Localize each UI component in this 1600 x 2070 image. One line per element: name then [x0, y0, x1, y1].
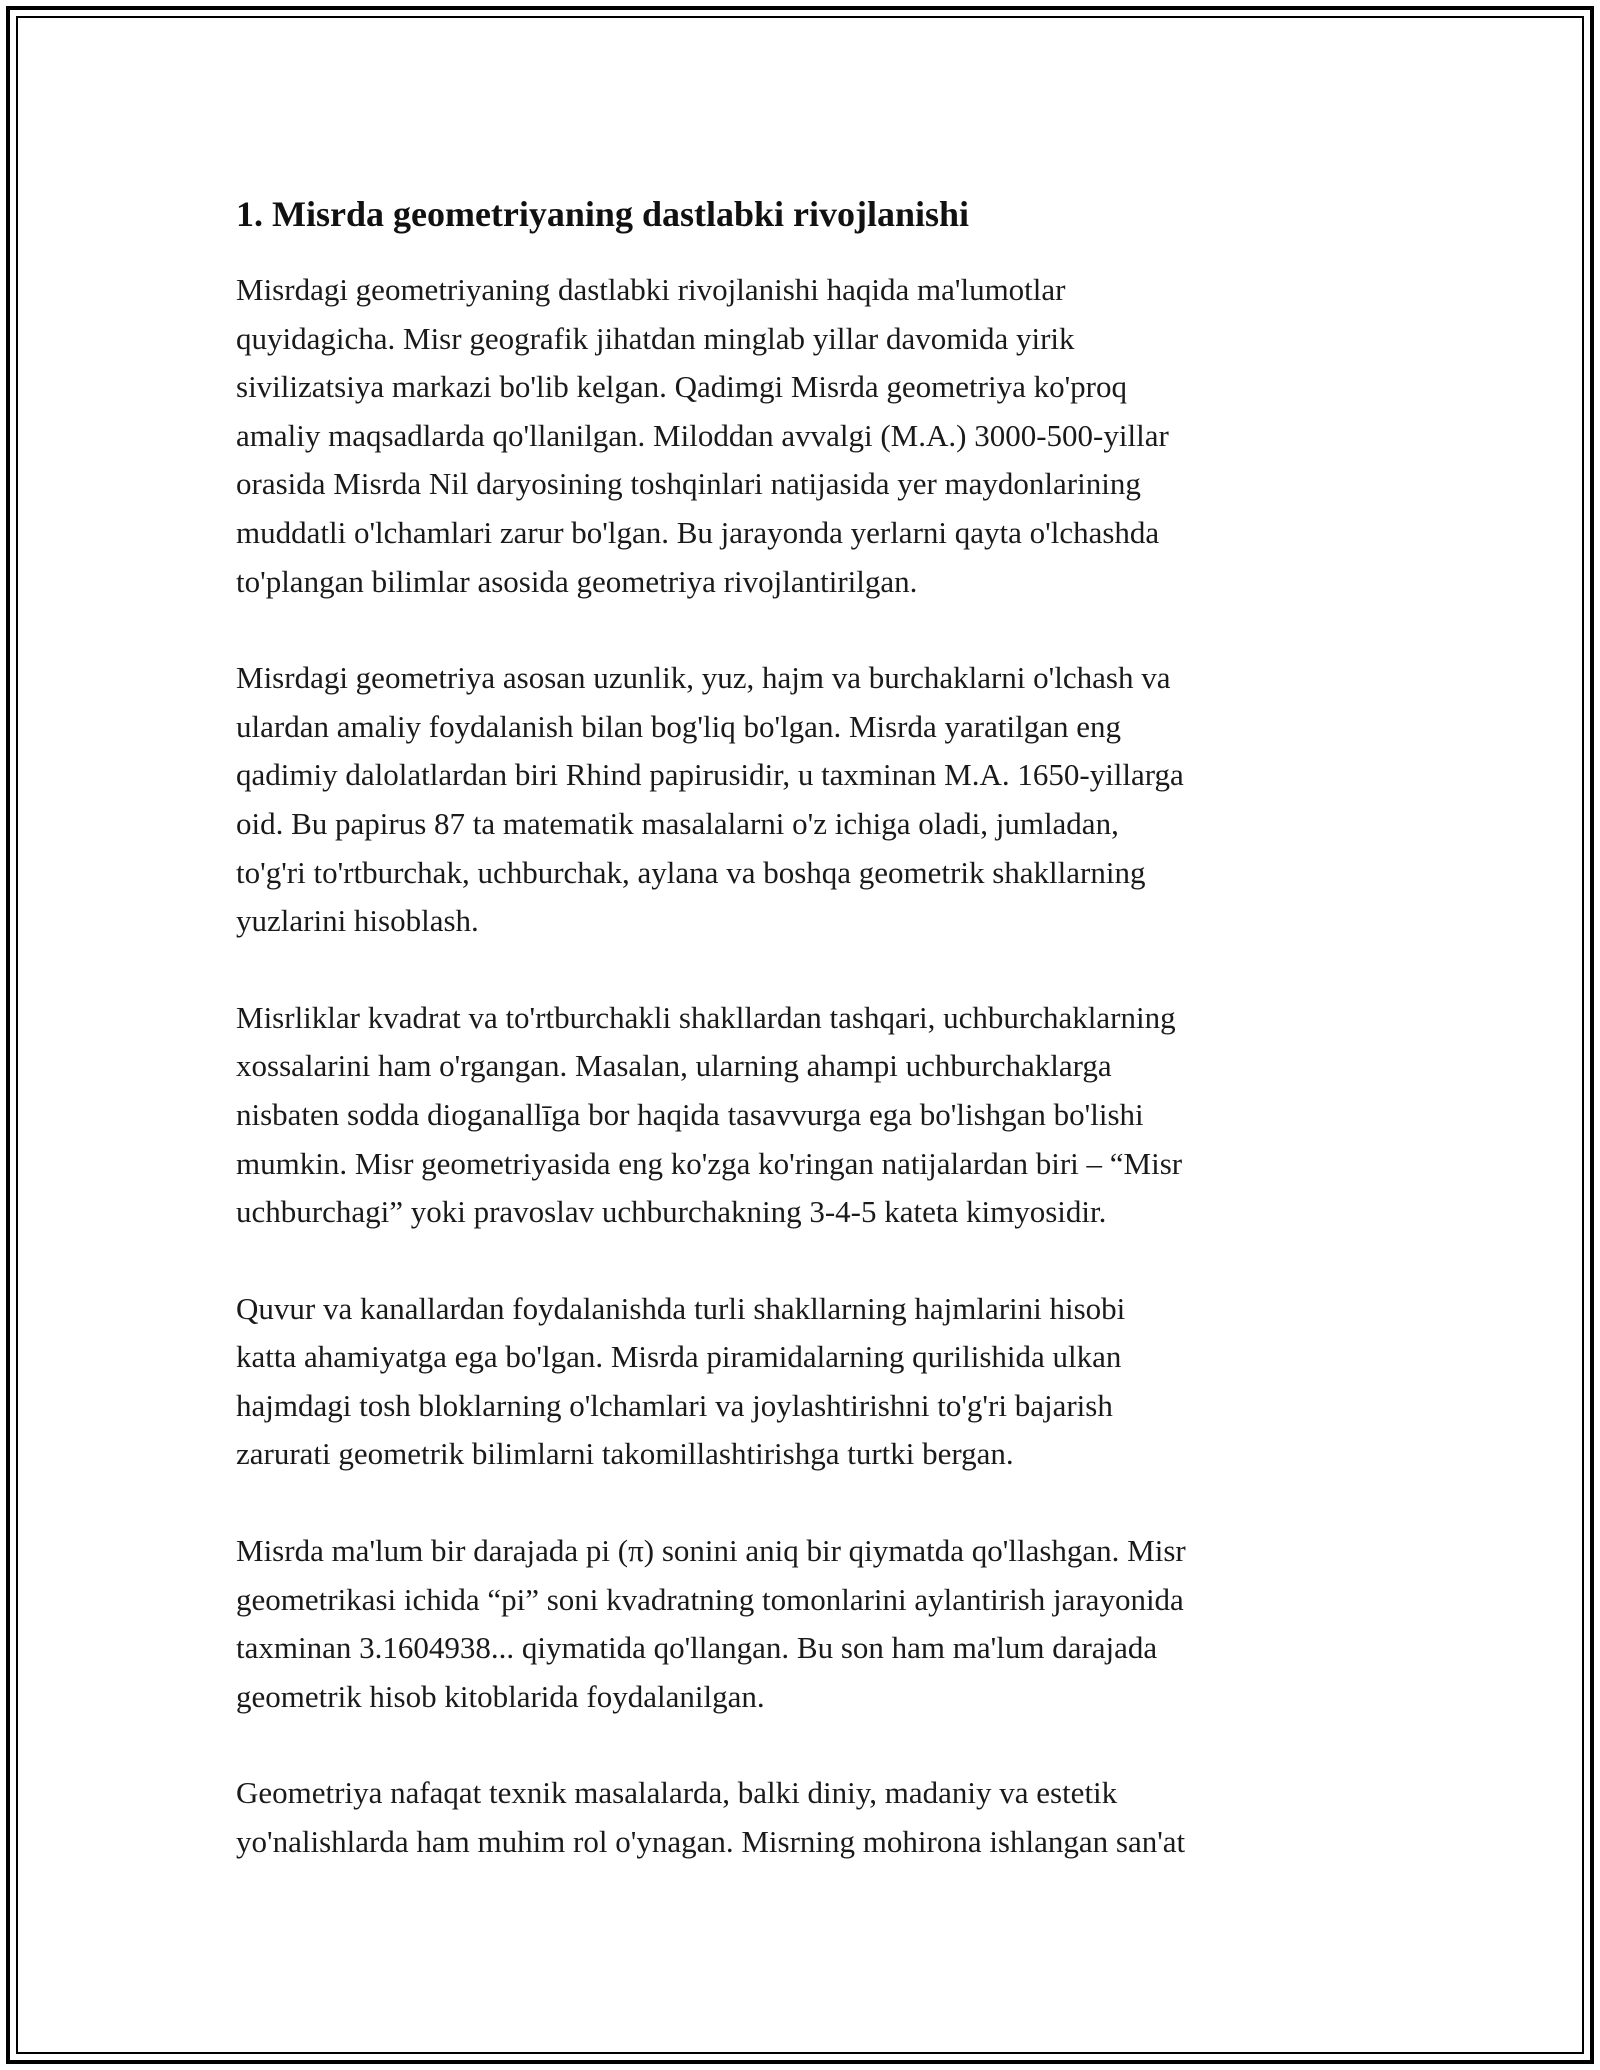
text-line: katta ahamiyatga ega bo'lgan. Misrda piramidalarning qurilishida ulkan [236, 1339, 1122, 1375]
text-line: geometrik hisob kitoblarida foydalanilgan. [236, 1678, 765, 1714]
text-line: orasida Misrda Nil daryosining toshqinlari natijasida yer maydonlarining [236, 466, 1141, 502]
text-line: Misrliklar kvadrat va to'rtburchakli shakllardan tashqari, uchburchaklarning [236, 999, 1176, 1035]
text-line: Misrda ma'lum bir darajada pi (π) sonini aniq bir qiymatda qo'llashgan. Misr [236, 1533, 1186, 1569]
text-line: yuzlarini hisoblash. [236, 903, 479, 939]
paragraph-5 [236, 1527, 1376, 1721]
paragraph-1 [236, 266, 1376, 606]
text-line: nisbaten sodda dioganallīga bor haqida tasavvurga ega bo'lishgan bo'lishi [236, 1096, 1144, 1132]
paragraph-3 [236, 994, 1376, 1237]
section-heading: 1. Misrda geometriyaning dastlabki rivojlanishi [236, 194, 970, 234]
text-line: to'plangan bilimlar asosida geometriya rivojlantirilgan. [236, 563, 918, 599]
text-line: Geometriya nafaqat texnik masalalarda, balki diniy, madaniy va estetik [236, 1775, 1118, 1811]
text-line: sivilizatsiya markazi bo'lib kelgan. Qadimgi Misrda geometriya ko'proq [236, 369, 1128, 405]
text-line: qadimiy dalolatlardan biri Rhind papirusidir, u taxminan M.A. 1650-yillarga [236, 757, 1184, 793]
paragraph-2 [236, 654, 1376, 946]
text-line: Misrdagi geometriyaning dastlabki rivojlanishi haqida ma'lumotlar [236, 272, 1066, 307]
text-line: muddatli o'lchamlari zarur bo'lgan. Bu jarayonda yerlarni qayta o'lchashda [236, 514, 1160, 550]
text-line: uchburchagi” yoki pravoslav uchburchakning 3-4-5 kateta kimyosidir. [236, 1194, 1107, 1230]
text-line: quyidagicha. Misr geografik jihatdan minglab yillar davomida yirik [236, 320, 1075, 356]
text-line: amaliy maqsadlarda qo'llanilgan. Miloddan avvalgi (M.A.) 3000-500-yillar [236, 417, 1169, 453]
text-line: oid. Bu papirus 87 ta matematik masalalarni o'z ichiga oladi, jumladan, [236, 805, 1119, 841]
document-body [236, 192, 1376, 1915]
text-line: yo'nalishlarda ham muhim rol o'ynagan. Misrning mohirona ishlangan san'at [236, 1824, 1186, 1860]
paragraph-4 [236, 1285, 1376, 1479]
text-line: hajmdagi tosh bloklarning o'lchamlari va joylashtirishni to'g'ri bajarish [236, 1387, 1113, 1423]
text-line: xossalarini ham o'rgangan. Masalan, ularning ahampi uchburchaklarga [236, 1048, 1112, 1084]
text-line: mumkin. Misr geometriyasida eng ko'zga ko'ringan natijalardan biri – “Misr [236, 1145, 1183, 1181]
text-line: ulardan amaliy foydalanish bilan bog'liq bo'lgan. Misrda yaratilgan eng [236, 708, 1121, 744]
text-line: taxminan 3.1604938... qiymatida qo'llangan. Bu son ham ma'lum darajada [236, 1630, 1158, 1666]
text-line: Quvur va kanallardan foydalanishda turli shakllarning hajmlarini hisobi [236, 1290, 1126, 1326]
text-line: geometrikasi ichida “pi” soni kvadratning tomonlarini aylantirish jarayonida [236, 1581, 1184, 1617]
text-line: Misrdagi geometriya asosan uzunlik, yuz, hajm va burchaklarni o'lchash va [236, 660, 1171, 696]
text-line: to'g'ri to'rtburchak, uchburchak, aylana va boshqa geometrik shakllarning [236, 854, 1146, 890]
paragraph-6 [236, 1769, 1376, 1866]
text-line: zarurati geometrik bilimlarni takomillashtirishga turtki bergan. [236, 1436, 1014, 1472]
